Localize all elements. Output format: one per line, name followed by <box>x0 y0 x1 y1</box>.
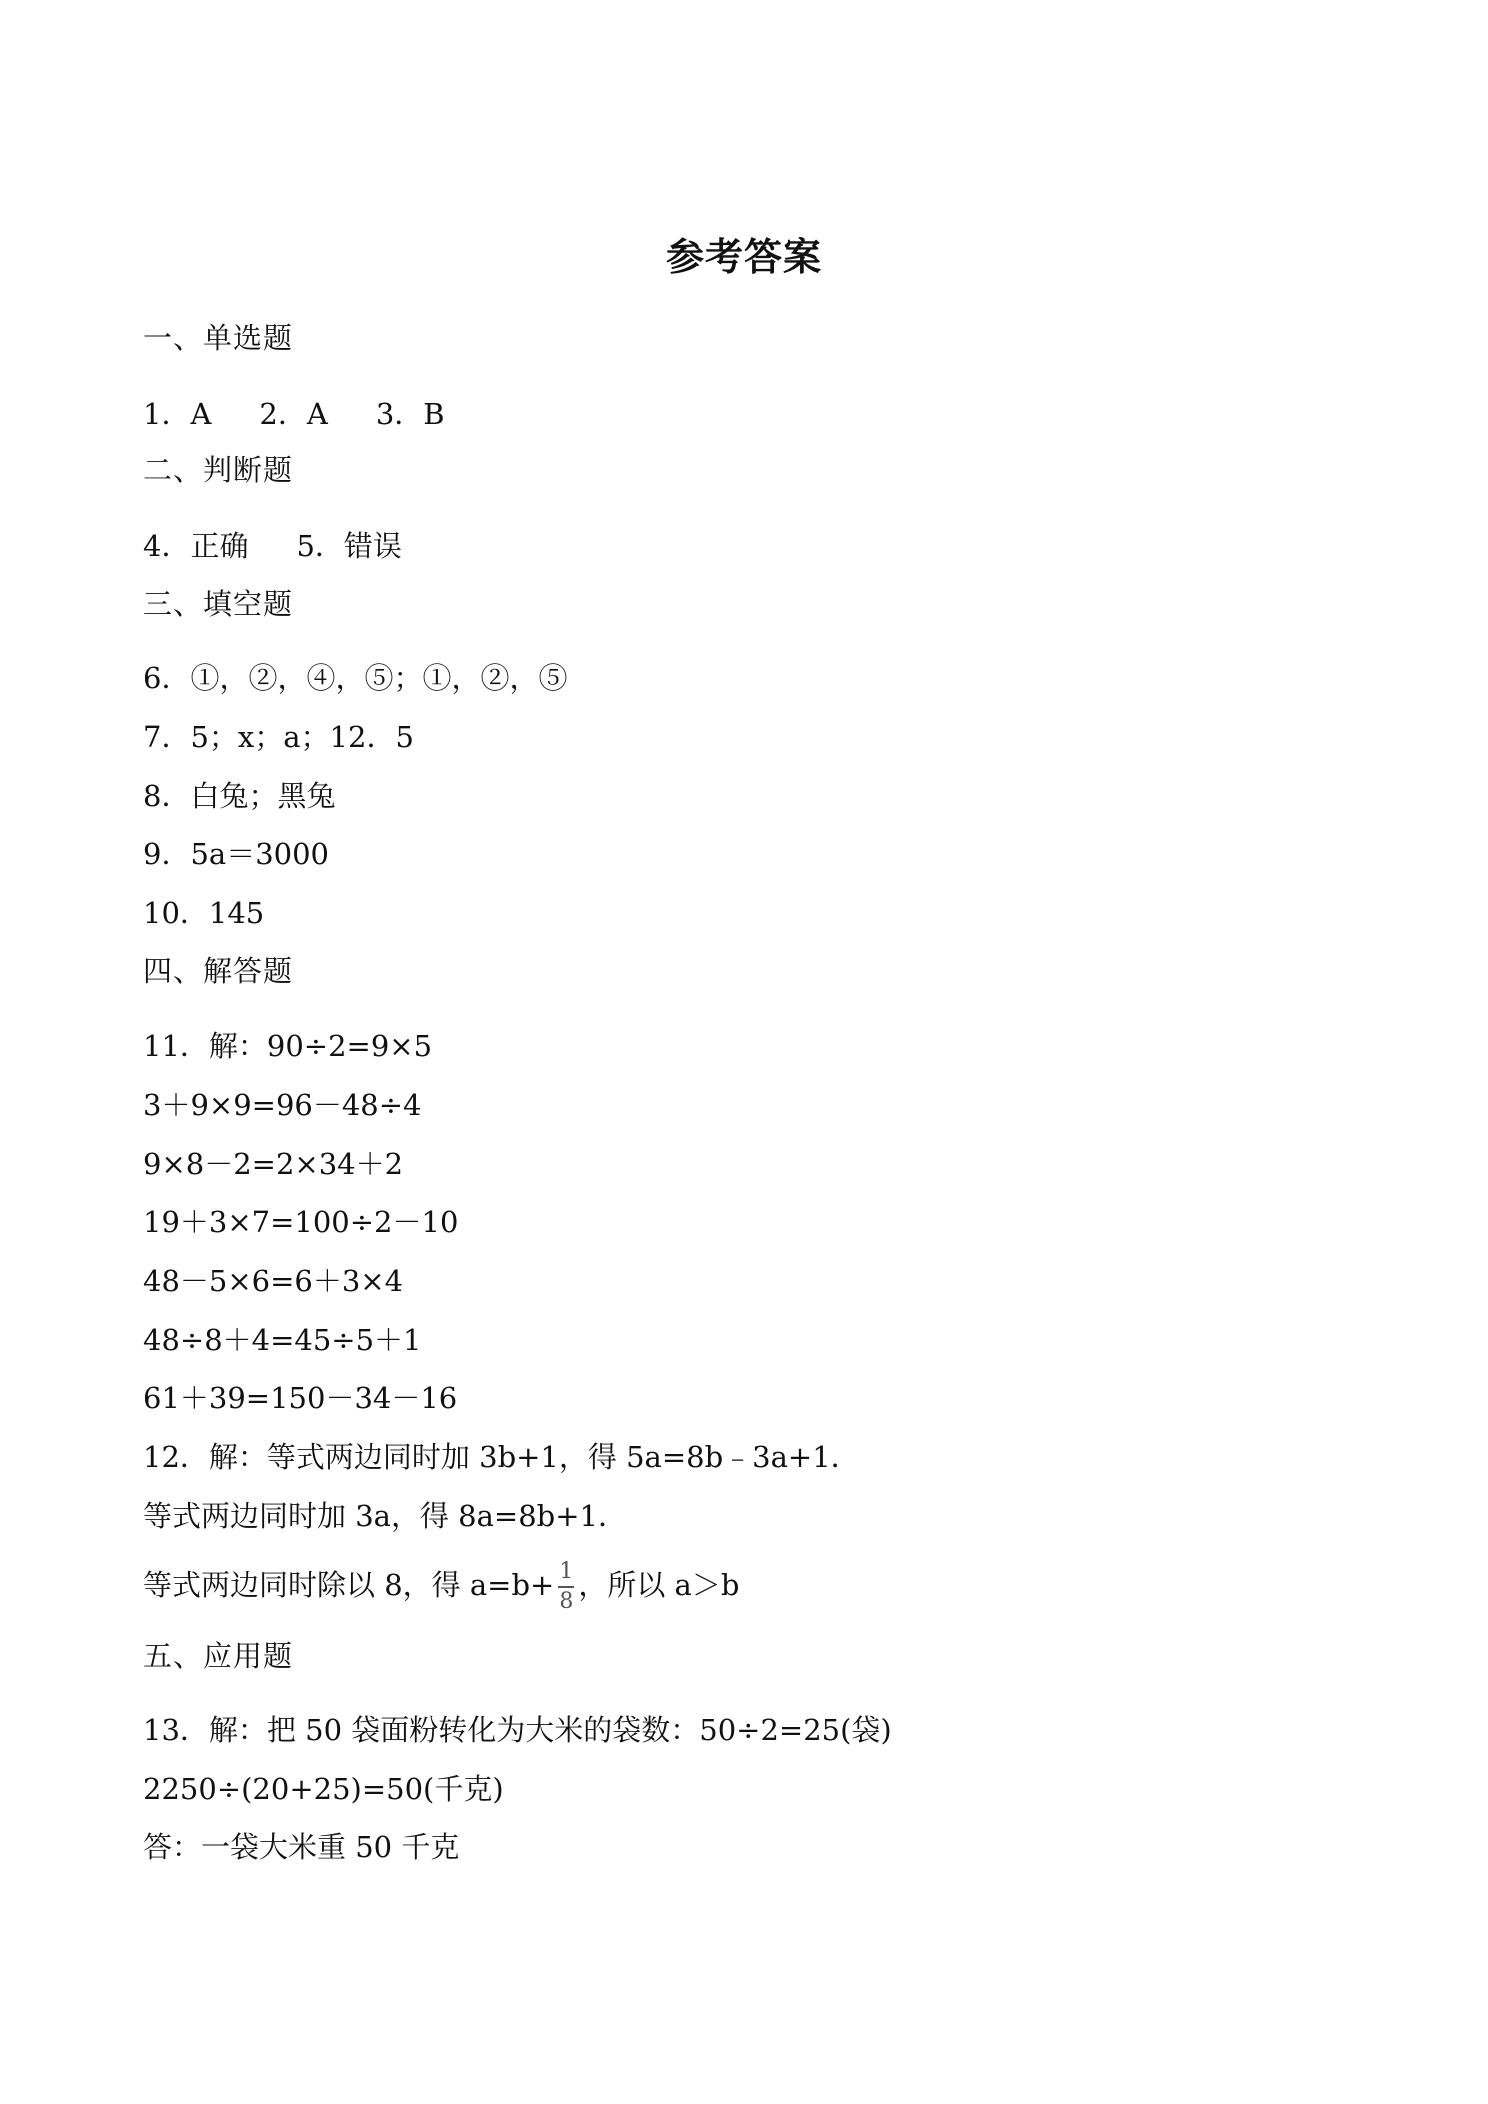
answer-8: 8．白兔；黑兔 <box>143 779 336 813</box>
answer-row-1-3 <box>143 394 445 434</box>
section-heading-solve: 四、解答题 <box>143 954 294 988</box>
answer-11-line-2: 3＋9×9=96－48÷4 <box>143 1088 422 1122</box>
answer-9: 9．5a＝3000 <box>143 837 329 871</box>
answer-13-line-3: 答：一袋大米重 50 千克 <box>143 1830 460 1864</box>
answer-11-line-1: 11．解：90÷2=9×5 <box>143 1029 433 1063</box>
answer-12-line-2: 等式两边同时加 3a，得 8a=8b+1． <box>143 1499 627 1533</box>
answer-11-line-3: 9×8－2=2×34＋2 <box>143 1147 404 1181</box>
answer-10: 10．145 <box>143 896 265 930</box>
section-heading-application: 五、应用题 <box>143 1639 294 1673</box>
fraction-one-eighth <box>558 1560 574 1614</box>
answer-12-line-1: 12．解：等式两边同时加 3b+1，得 5a=8b﹣3a+1． <box>143 1440 860 1474</box>
section-heading-true-false: 二、判断题 <box>143 453 294 487</box>
answer-4: 4．正确 <box>143 529 249 563</box>
answer-6: 6．①，②，④，⑤；①，②，⑤ <box>143 661 568 695</box>
answer-13-line-2: 2250÷(20+25)=50(千克) <box>143 1772 504 1806</box>
answer-row-4-5 <box>143 526 402 566</box>
answer-2: 2．A <box>259 397 328 431</box>
section-heading-fill-blank: 三、填空题 <box>143 587 294 621</box>
answer-5: 5．错误 <box>296 529 402 563</box>
answer-3: 3．B <box>375 397 445 431</box>
fraction-numerator: 1 <box>559 1559 574 1584</box>
answer-11-line-5: 48－5×6=6＋3×4 <box>143 1264 404 1298</box>
fraction-bar <box>558 1586 574 1588</box>
answer-12-line-3-end: ，所以 a＞b <box>578 1568 740 1602</box>
answer-7: 7．5；x；a；12．5 <box>143 720 414 754</box>
answer-1: 1．A <box>143 397 212 431</box>
answer-11-line-4: 19＋3×7=100÷2－10 <box>143 1205 459 1239</box>
answer-12-line-3 <box>143 1560 739 1614</box>
section-heading-single-choice: 一、单选题 <box>143 321 294 355</box>
answer-12-line-3-start: 等式两边同时除以 8，得 a=b+ <box>143 1568 555 1602</box>
answer-11-line-6: 48÷8＋4=45÷5＋1 <box>143 1323 422 1357</box>
fraction-denominator: 8 <box>559 1589 574 1614</box>
page-title: 参考答案 <box>665 235 822 279</box>
answer-11-line-7: 61＋39=150－34－16 <box>143 1381 458 1415</box>
answer-13-line-1: 13．解：把 50 袋面粉转化为大米的袋数：50÷2=25(袋) <box>143 1713 892 1747</box>
